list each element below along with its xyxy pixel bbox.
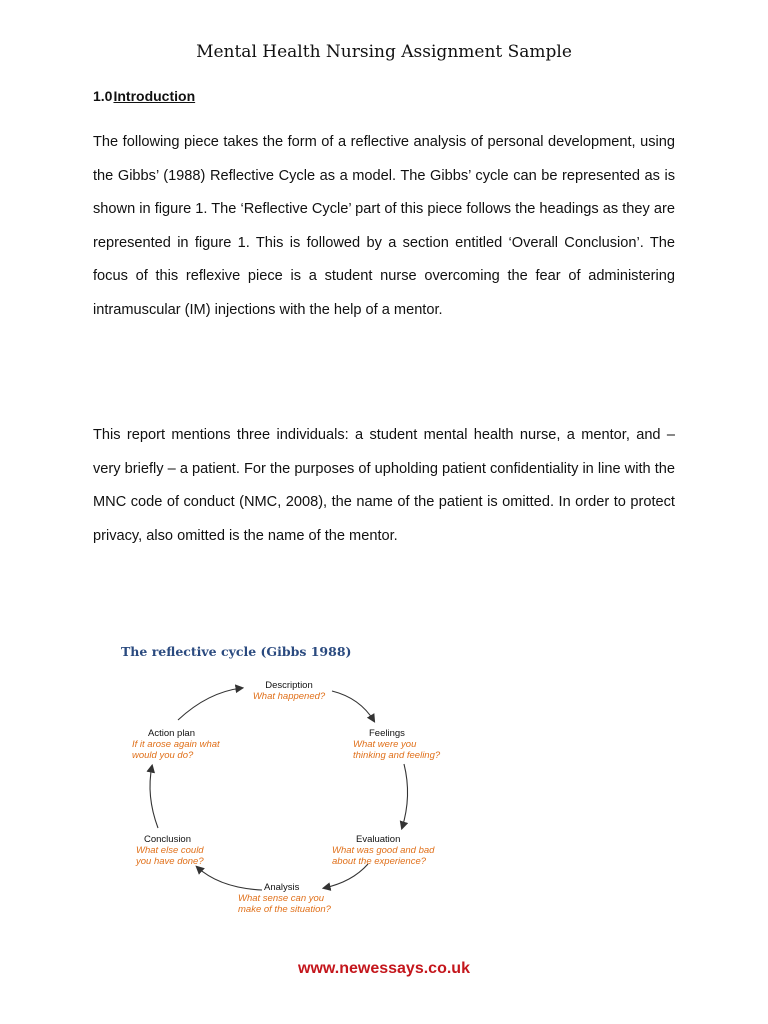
stage-prompt: What happened? [252, 691, 326, 702]
stage-feelings [353, 728, 448, 761]
intro-paragraph-1: The following piece takes the form of a reflective analysis of personal development, using the Gibbs’ (1988) Reflective Cycle as a model. The Gibbs’ cycle can be represented as is shown in figure 1. The ‘Reflective Cycle’ part of this piece follows the headings as they are represented in figure 1. This is followed by a section entitled ‘Overall Conclusion’. The focus of this reflexive piece is a student nurse overcoming the fear of administering intramuscular (IM) injections with the help of a mentor. [93, 134, 675, 318]
document-title: Mental Health Nursing Assignment Sample [196, 42, 572, 62]
stage-prompt: What were you thinking and feeling? [353, 739, 441, 761]
arrow-description-to-feelings [332, 691, 374, 721]
stage-label: Feelings [369, 728, 405, 739]
stage-prompt: What sense can you make of the situation? [238, 893, 331, 915]
figure-title: The reflective cycle (Gibbs 1988) [121, 644, 352, 659]
arrow-action-plan-to-description [178, 688, 242, 720]
intro-paragraph-2: This report mentions three individuals: a student mental health nurse, a mentor, and – very briefly – a patient. For the purposes of upholding patient confidentiality in line with the MNC code of conduct (NMC, 2008), the name of the patient is omitted. In order to protect privacy, also omitted is the name of the mentor. [93, 427, 675, 544]
stage-prompt: What else could you have done? [136, 845, 204, 867]
section-heading [93, 88, 195, 104]
stage-action-plan [132, 728, 228, 761]
footer-website-link[interactable]: www.newessays.co.uk [298, 960, 470, 977]
stage-label: Conclusion [144, 834, 191, 845]
stage-evaluation [332, 834, 442, 867]
stage-description [244, 680, 334, 702]
stage-prompt: What was good and bad about the experience? [332, 845, 435, 867]
stage-analysis [238, 882, 338, 915]
reflective-cycle-figure [110, 636, 450, 926]
stage-label: Action plan [148, 728, 196, 739]
arrow-feelings-to-evaluation [402, 764, 408, 828]
stage-label: Analysis [264, 882, 300, 893]
section-number: 1.0 [93, 88, 113, 104]
arrow-conclusion-to-action-plan [150, 766, 158, 828]
stage-label: Evaluation [356, 834, 401, 845]
stage-prompt: If it arose again what would you do? [132, 739, 220, 761]
stage-conclusion [136, 834, 220, 867]
stage-label: Description [265, 680, 313, 691]
section-title: Introduction [113, 88, 196, 104]
